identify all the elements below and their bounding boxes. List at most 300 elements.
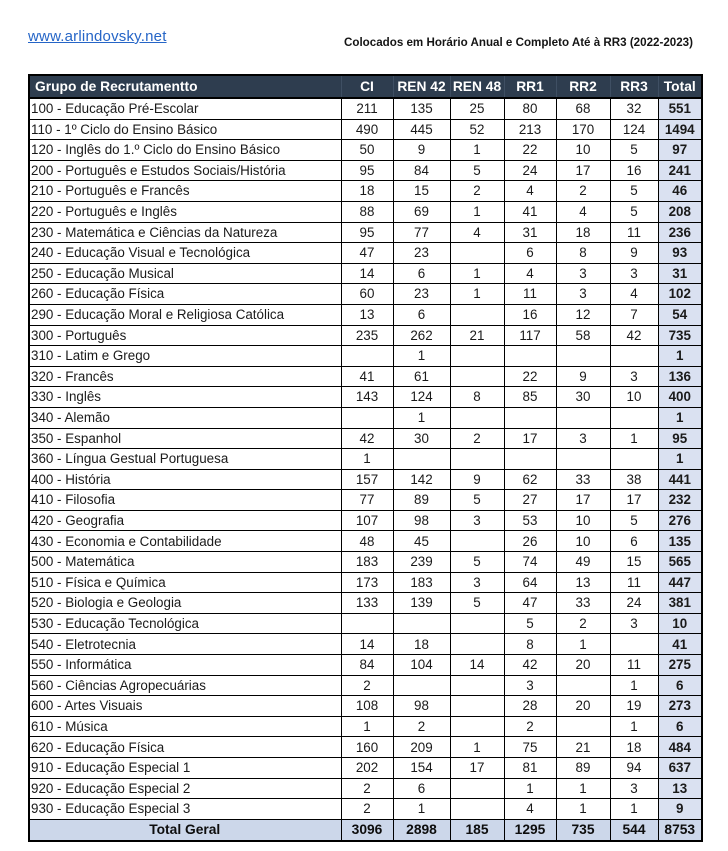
value-cell: 1 xyxy=(341,716,393,737)
value-cell: 69 xyxy=(393,201,450,222)
value-cell: 27 xyxy=(504,490,556,511)
value-cell: 32 xyxy=(610,98,658,119)
table-row xyxy=(29,613,702,634)
total-value: 273 xyxy=(658,696,702,717)
doc-title: Colocados em Horário Anual e Completo Até à RR3 (2022-2023) xyxy=(344,36,693,49)
group-label: 610 - Música xyxy=(29,716,341,737)
value-cell: 143 xyxy=(341,387,393,408)
value-cell: 17 xyxy=(610,490,658,511)
value-cell xyxy=(393,675,450,696)
value-cell: 5 xyxy=(504,613,556,634)
total-value: 10 xyxy=(658,613,702,634)
column-header: RR1 xyxy=(504,75,556,98)
group-label: 230 - Matemática e Ciências da Natureza xyxy=(29,222,341,243)
table-row xyxy=(29,552,702,573)
value-cell: 64 xyxy=(504,572,556,593)
value-cell: 81 xyxy=(504,758,556,779)
value-cell: 8 xyxy=(450,387,504,408)
group-label: 560 - Ciências Agropecuárias xyxy=(29,675,341,696)
value-cell xyxy=(556,407,610,428)
value-cell xyxy=(450,696,504,717)
value-cell: 18 xyxy=(556,222,610,243)
value-cell: 80 xyxy=(504,98,556,119)
value-cell: 77 xyxy=(393,222,450,243)
group-label: 330 - Inglês xyxy=(29,387,341,408)
total-value: 551 xyxy=(658,98,702,119)
value-cell: 58 xyxy=(556,325,610,346)
value-cell: 3 xyxy=(610,778,658,799)
value-cell: 3 xyxy=(610,263,658,284)
table-row xyxy=(29,510,702,531)
value-cell: 4 xyxy=(504,263,556,284)
group-label: 540 - Eletrotecnia xyxy=(29,634,341,655)
table-row xyxy=(29,304,702,325)
value-cell: 2 xyxy=(341,675,393,696)
table-row xyxy=(29,201,702,222)
table-row xyxy=(29,469,702,490)
value-cell xyxy=(556,346,610,367)
value-cell xyxy=(341,346,393,367)
value-cell: 17 xyxy=(450,758,504,779)
value-cell: 11 xyxy=(504,284,556,305)
total-value: 241 xyxy=(658,160,702,181)
value-cell: 22 xyxy=(504,366,556,387)
value-cell: 11 xyxy=(610,222,658,243)
value-cell: 1 xyxy=(450,263,504,284)
value-cell: 2898 xyxy=(393,819,450,841)
value-cell: 1 xyxy=(450,737,504,758)
value-cell: 170 xyxy=(556,119,610,140)
value-cell: 160 xyxy=(341,737,393,758)
column-header: Grupo de Recrutamentto xyxy=(29,75,341,98)
value-cell: 1 xyxy=(556,634,610,655)
group-label: 510 - Física e Química xyxy=(29,572,341,593)
value-cell: 9 xyxy=(610,243,658,264)
value-cell: 1 xyxy=(450,284,504,305)
value-cell: 213 xyxy=(504,119,556,140)
total-value: 1 xyxy=(658,346,702,367)
value-cell: 185 xyxy=(450,819,504,841)
table-row xyxy=(29,716,702,737)
value-cell: 3 xyxy=(450,510,504,531)
value-cell: 25 xyxy=(450,98,504,119)
value-cell: 139 xyxy=(393,593,450,614)
total-value: 381 xyxy=(658,593,702,614)
value-cell: 28 xyxy=(504,696,556,717)
table-row xyxy=(29,778,702,799)
value-cell: 183 xyxy=(341,552,393,573)
total-value: 135 xyxy=(658,531,702,552)
group-label: 400 - História xyxy=(29,469,341,490)
total-value: 276 xyxy=(658,510,702,531)
value-cell: 3 xyxy=(610,366,658,387)
total-value: 236 xyxy=(658,222,702,243)
group-label: 260 - Educação Física xyxy=(29,284,341,305)
value-cell: 235 xyxy=(341,325,393,346)
total-value: 136 xyxy=(658,366,702,387)
value-cell xyxy=(610,449,658,470)
value-cell: 1 xyxy=(393,407,450,428)
value-cell: 33 xyxy=(556,469,610,490)
value-cell: 84 xyxy=(341,655,393,676)
total-value: 447 xyxy=(658,572,702,593)
table-row xyxy=(29,407,702,428)
value-cell: 2 xyxy=(504,716,556,737)
total-value: 400 xyxy=(658,387,702,408)
value-cell: 88 xyxy=(341,201,393,222)
value-cell: 154 xyxy=(393,758,450,779)
value-cell xyxy=(504,346,556,367)
value-cell: 1 xyxy=(556,778,610,799)
value-cell: 133 xyxy=(341,593,393,614)
group-label: 350 - Espanhol xyxy=(29,428,341,449)
value-cell: 2 xyxy=(556,613,610,634)
value-cell: 1 xyxy=(610,428,658,449)
value-cell xyxy=(450,531,504,552)
table-row xyxy=(29,593,702,614)
value-cell: 1 xyxy=(450,201,504,222)
value-cell: 1 xyxy=(504,778,556,799)
value-cell: 24 xyxy=(610,593,658,614)
total-value: 1 xyxy=(658,407,702,428)
value-cell: 1 xyxy=(610,799,658,820)
value-cell: 17 xyxy=(556,490,610,511)
value-cell: 9 xyxy=(556,366,610,387)
table-row xyxy=(29,119,702,140)
table-row xyxy=(29,98,702,119)
value-cell: 2 xyxy=(341,778,393,799)
total-value: 41 xyxy=(658,634,702,655)
table-row xyxy=(29,428,702,449)
value-cell: 1 xyxy=(393,346,450,367)
value-cell: 183 xyxy=(393,572,450,593)
value-cell: 239 xyxy=(393,552,450,573)
total-value: 735 xyxy=(658,325,702,346)
value-cell: 124 xyxy=(610,119,658,140)
value-cell: 10 xyxy=(610,387,658,408)
total-row-label: Total Geral xyxy=(29,819,341,841)
value-cell: 20 xyxy=(556,696,610,717)
table-row xyxy=(29,531,702,552)
value-cell: 735 xyxy=(556,819,610,841)
value-cell: 89 xyxy=(556,758,610,779)
value-cell xyxy=(450,243,504,264)
group-label: 620 - Educação Física xyxy=(29,737,341,758)
value-cell: 3096 xyxy=(341,819,393,841)
group-label: 500 - Matemática xyxy=(29,552,341,573)
table-row xyxy=(29,366,702,387)
value-cell: 2 xyxy=(393,716,450,737)
total-value: 31 xyxy=(658,263,702,284)
value-cell: 2 xyxy=(556,181,610,202)
value-cell: 52 xyxy=(450,119,504,140)
value-cell: 26 xyxy=(504,531,556,552)
value-cell xyxy=(610,634,658,655)
value-cell: 2 xyxy=(341,799,393,820)
value-cell: 5 xyxy=(610,201,658,222)
value-cell: 9 xyxy=(393,140,450,161)
value-cell: 5 xyxy=(450,490,504,511)
value-cell: 95 xyxy=(341,160,393,181)
value-cell: 19 xyxy=(610,696,658,717)
table-row xyxy=(29,696,702,717)
value-cell: 77 xyxy=(341,490,393,511)
value-cell: 42 xyxy=(341,428,393,449)
total-row xyxy=(29,819,702,841)
value-cell: 209 xyxy=(393,737,450,758)
value-cell: 490 xyxy=(341,119,393,140)
value-cell: 13 xyxy=(556,572,610,593)
value-cell: 4 xyxy=(504,181,556,202)
value-cell: 4 xyxy=(556,201,610,222)
value-cell xyxy=(556,716,610,737)
value-cell: 262 xyxy=(393,325,450,346)
column-header: CI xyxy=(341,75,393,98)
value-cell: 49 xyxy=(556,552,610,573)
group-label: 550 - Informática xyxy=(29,655,341,676)
group-label: 930 - Educação Especial 3 xyxy=(29,799,341,820)
table-row xyxy=(29,181,702,202)
value-cell: 4 xyxy=(450,222,504,243)
value-cell xyxy=(393,613,450,634)
value-cell: 4 xyxy=(504,799,556,820)
value-cell: 3 xyxy=(556,263,610,284)
value-cell: 23 xyxy=(393,243,450,264)
value-cell: 157 xyxy=(341,469,393,490)
value-cell: 6 xyxy=(504,243,556,264)
group-label: 410 - Filosofia xyxy=(29,490,341,511)
value-cell: 3 xyxy=(556,428,610,449)
value-cell: 95 xyxy=(341,222,393,243)
total-value: 13 xyxy=(658,778,702,799)
value-cell xyxy=(556,449,610,470)
value-cell xyxy=(504,407,556,428)
value-cell: 42 xyxy=(504,655,556,676)
value-cell: 8 xyxy=(556,243,610,264)
group-label: 920 - Educação Especial 2 xyxy=(29,778,341,799)
group-label: 240 - Educação Visual e Tecnológica xyxy=(29,243,341,264)
value-cell: 211 xyxy=(341,98,393,119)
value-cell: 7 xyxy=(610,304,658,325)
value-cell xyxy=(450,634,504,655)
value-cell xyxy=(610,346,658,367)
value-cell: 3 xyxy=(450,572,504,593)
total-value: 208 xyxy=(658,201,702,222)
table-body xyxy=(29,98,702,841)
value-cell: 42 xyxy=(610,325,658,346)
table-row xyxy=(29,325,702,346)
total-value: 54 xyxy=(658,304,702,325)
value-cell: 8 xyxy=(504,634,556,655)
value-cell: 31 xyxy=(504,222,556,243)
value-cell: 18 xyxy=(341,181,393,202)
table-row xyxy=(29,737,702,758)
group-label: 210 - Português e Francês xyxy=(29,181,341,202)
total-value: 93 xyxy=(658,243,702,264)
value-cell: 4 xyxy=(610,284,658,305)
table-row xyxy=(29,160,702,181)
group-label: 200 - Português e Estudos Sociais/História xyxy=(29,160,341,181)
value-cell xyxy=(450,346,504,367)
total-value: 6 xyxy=(658,716,702,737)
value-cell: 5 xyxy=(450,552,504,573)
value-cell: 10 xyxy=(556,140,610,161)
value-cell: 1 xyxy=(450,140,504,161)
value-cell xyxy=(450,407,504,428)
total-value: 565 xyxy=(658,552,702,573)
group-label: 100 - Educação Pré-Escolar xyxy=(29,98,341,119)
value-cell: 60 xyxy=(341,284,393,305)
column-header: REN 48 xyxy=(450,75,504,98)
total-value: 275 xyxy=(658,655,702,676)
value-cell: 17 xyxy=(556,160,610,181)
value-cell xyxy=(393,449,450,470)
group-label: 310 - Latim e Grego xyxy=(29,346,341,367)
table-row xyxy=(29,346,702,367)
value-cell: 3 xyxy=(610,613,658,634)
value-cell: 10 xyxy=(556,531,610,552)
value-cell: 23 xyxy=(393,284,450,305)
table-row xyxy=(29,222,702,243)
value-cell: 1 xyxy=(610,675,658,696)
value-cell: 47 xyxy=(504,593,556,614)
value-cell: 21 xyxy=(450,325,504,346)
table-row xyxy=(29,140,702,161)
table-row xyxy=(29,758,702,779)
value-cell: 20 xyxy=(556,655,610,676)
value-cell: 41 xyxy=(504,201,556,222)
value-cell: 14 xyxy=(341,263,393,284)
site-link[interactable]: www.arlindovsky.net xyxy=(28,28,167,45)
value-cell xyxy=(504,449,556,470)
total-value: 102 xyxy=(658,284,702,305)
value-cell: 9 xyxy=(450,469,504,490)
value-cell: 2 xyxy=(450,428,504,449)
value-cell: 135 xyxy=(393,98,450,119)
value-cell xyxy=(450,613,504,634)
total-value: 46 xyxy=(658,181,702,202)
value-cell: 16 xyxy=(504,304,556,325)
table-row xyxy=(29,243,702,264)
value-cell: 89 xyxy=(393,490,450,511)
placements-table xyxy=(28,74,703,842)
table-row xyxy=(29,387,702,408)
value-cell: 202 xyxy=(341,758,393,779)
value-cell: 1 xyxy=(341,449,393,470)
value-cell: 15 xyxy=(393,181,450,202)
value-cell: 1 xyxy=(393,799,450,820)
value-cell: 3 xyxy=(556,284,610,305)
value-cell xyxy=(610,407,658,428)
value-cell: 33 xyxy=(556,593,610,614)
table-row xyxy=(29,799,702,820)
value-cell xyxy=(556,675,610,696)
value-cell: 3 xyxy=(504,675,556,696)
value-cell: 14 xyxy=(450,655,504,676)
value-cell: 30 xyxy=(556,387,610,408)
value-cell: 41 xyxy=(341,366,393,387)
value-cell: 5 xyxy=(610,181,658,202)
group-label: 600 - Artes Visuais xyxy=(29,696,341,717)
value-cell: 24 xyxy=(504,160,556,181)
table-row xyxy=(29,634,702,655)
value-cell: 117 xyxy=(504,325,556,346)
value-cell: 47 xyxy=(341,243,393,264)
total-value: 1 xyxy=(658,449,702,470)
group-label: 520 - Biologia e Geologia xyxy=(29,593,341,614)
value-cell: 18 xyxy=(610,737,658,758)
table-row xyxy=(29,449,702,470)
value-cell: 104 xyxy=(393,655,450,676)
value-cell: 6 xyxy=(393,778,450,799)
group-label: 530 - Educação Tecnológica xyxy=(29,613,341,634)
value-cell: 124 xyxy=(393,387,450,408)
value-cell: 30 xyxy=(393,428,450,449)
total-value: 97 xyxy=(658,140,702,161)
total-value: 1494 xyxy=(658,119,702,140)
total-value: 6 xyxy=(658,675,702,696)
value-cell: 6 xyxy=(610,531,658,552)
value-cell: 50 xyxy=(341,140,393,161)
value-cell xyxy=(341,613,393,634)
value-cell: 48 xyxy=(341,531,393,552)
value-cell: 544 xyxy=(610,819,658,841)
table-row xyxy=(29,572,702,593)
value-cell: 98 xyxy=(393,696,450,717)
value-cell: 75 xyxy=(504,737,556,758)
group-label: 430 - Economia e Contabilidade xyxy=(29,531,341,552)
group-label: 340 - Alemão xyxy=(29,407,341,428)
value-cell: 17 xyxy=(504,428,556,449)
value-cell: 11 xyxy=(610,655,658,676)
value-cell xyxy=(450,799,504,820)
value-cell: 10 xyxy=(556,510,610,531)
value-cell: 12 xyxy=(556,304,610,325)
value-cell: 16 xyxy=(610,160,658,181)
group-label: 300 - Português xyxy=(29,325,341,346)
value-cell xyxy=(450,449,504,470)
value-cell xyxy=(450,778,504,799)
value-cell: 5 xyxy=(610,140,658,161)
table-row xyxy=(29,655,702,676)
column-header: RR2 xyxy=(556,75,610,98)
value-cell: 5 xyxy=(450,593,504,614)
value-cell xyxy=(341,407,393,428)
value-cell: 18 xyxy=(393,634,450,655)
total-value: 95 xyxy=(658,428,702,449)
value-cell: 21 xyxy=(556,737,610,758)
value-cell: 6 xyxy=(393,263,450,284)
value-cell: 108 xyxy=(341,696,393,717)
value-cell: 2 xyxy=(450,181,504,202)
value-cell: 107 xyxy=(341,510,393,531)
value-cell: 22 xyxy=(504,140,556,161)
group-label: 320 - Francês xyxy=(29,366,341,387)
value-cell: 38 xyxy=(610,469,658,490)
value-cell xyxy=(450,675,504,696)
table-row xyxy=(29,263,702,284)
column-header: Total xyxy=(658,75,702,98)
column-header: REN 42 xyxy=(393,75,450,98)
value-cell: 11 xyxy=(610,572,658,593)
group-label: 910 - Educação Especial 1 xyxy=(29,758,341,779)
value-cell: 13 xyxy=(341,304,393,325)
value-cell: 5 xyxy=(450,160,504,181)
group-label: 420 - Geografia xyxy=(29,510,341,531)
group-label: 110 - 1º Ciclo do Ensino Básico xyxy=(29,119,341,140)
value-cell: 142 xyxy=(393,469,450,490)
value-cell: 84 xyxy=(393,160,450,181)
